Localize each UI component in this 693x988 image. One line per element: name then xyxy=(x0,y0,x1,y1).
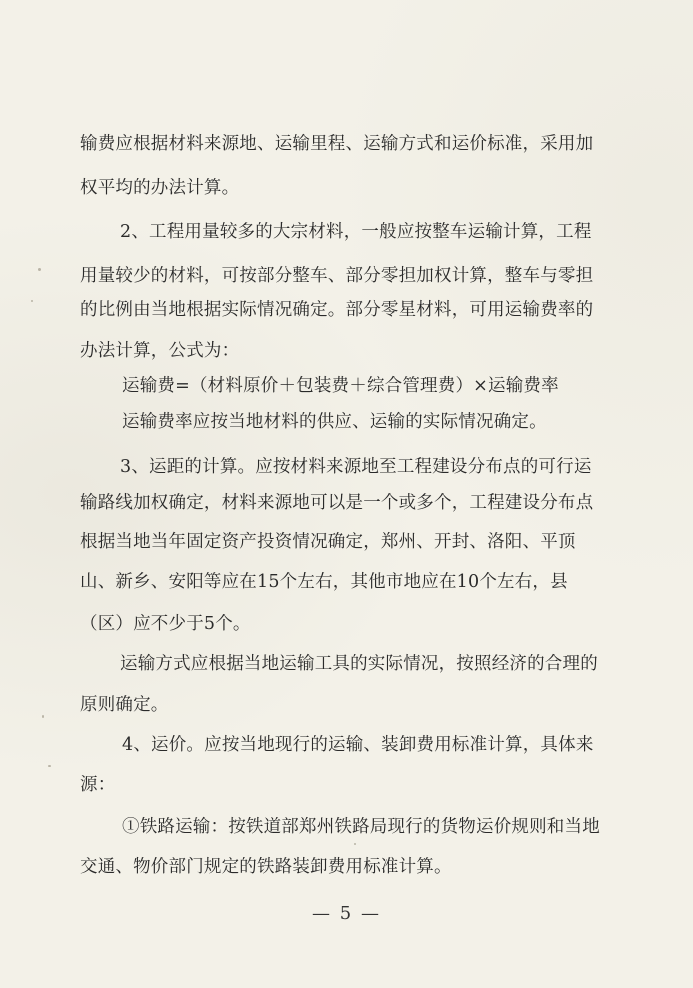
text-line: 办法计算，公式为： xyxy=(80,341,240,361)
scan-speck xyxy=(31,300,33,302)
text-line: 运输费率应按当地材料的供应、运输的实际情况确定。 xyxy=(122,412,547,432)
text-line: （区）应不少于5个。 xyxy=(80,614,251,634)
text-line: 3、运距的计算。应按材料来源地至工程建设分布点的可行运 xyxy=(120,457,592,477)
text-line: 交通、物价部门规定的铁路装卸费用标准计算。 xyxy=(80,857,452,877)
scan-speck xyxy=(38,268,41,271)
text-line: 输费应根据材料来源地、运输里程、运输方式和运价标准，采用加 xyxy=(80,134,594,154)
text-line: 源： xyxy=(80,775,116,795)
page-number: — 5 — xyxy=(312,903,381,924)
text-line: 用量较少的材料，可按部分整车、部分零担加权计算，整车与零担 xyxy=(80,266,594,286)
text-line: ①铁路运输：按铁道部郑州铁路局现行的货物运价规则和当地 xyxy=(122,817,600,837)
text-line: 根据当地当年固定资产投资情况确定，郑州、开封、洛阳、平顶 xyxy=(80,532,576,552)
scan-speck xyxy=(42,715,44,718)
formula-line: 运输费=（材料原价＋包装费＋综合管理费）×运输费率 xyxy=(122,376,559,396)
scan-speck xyxy=(354,843,356,845)
text-line: 2、工程用量较多的大宗材料，一般应按整车运输计算，工程 xyxy=(120,222,592,242)
text-line: 4、运价。应按当地现行的运输、装卸费用标准计算，具体来 xyxy=(122,735,594,755)
text-line: 山、新乡、安阳等应在15个左右，其他市地应在10个左右，县 xyxy=(80,572,568,592)
text-line: 权平均的办法计算。 xyxy=(80,178,240,198)
text-line: 原则确定。 xyxy=(80,695,169,715)
text-line: 的比例由当地根据实际情况确定。部分零星材料，可用运输费率的 xyxy=(80,300,594,320)
scan-speck xyxy=(48,765,51,767)
text-line: 输路线加权确定，材料来源地可以是一个或多个，工程建设分布点 xyxy=(80,493,594,513)
text-line: 运输方式应根据当地运输工具的实际情况，按照经济的合理的 xyxy=(120,654,598,674)
